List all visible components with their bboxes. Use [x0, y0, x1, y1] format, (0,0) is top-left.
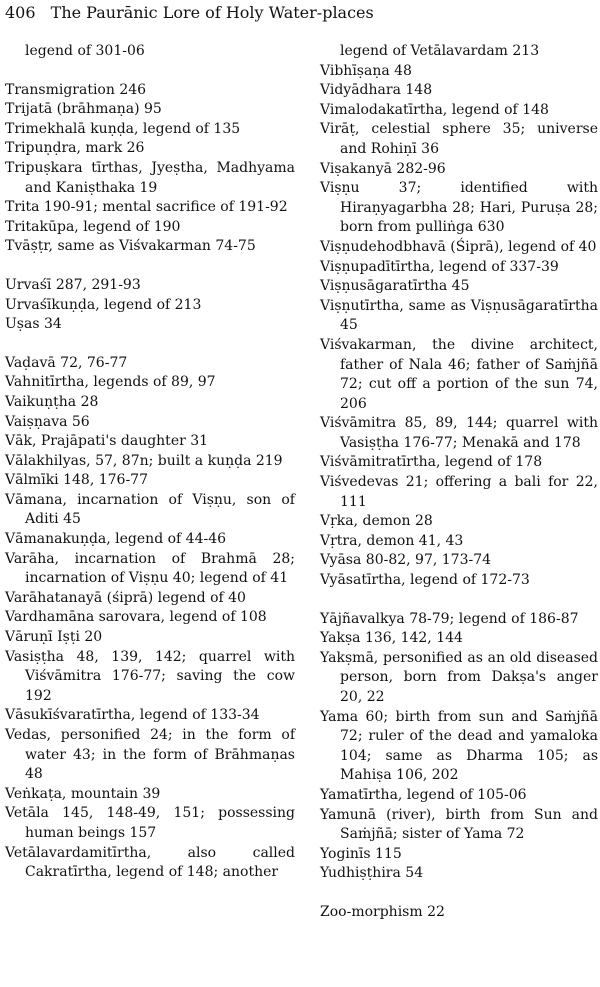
index-entry: Tripuṇḍra, mark 26: [5, 140, 145, 157]
index-entry: Vaiṣṇava 56: [5, 413, 90, 430]
index-entry: Varāha, incarnation of Brahmā 28; incarnation of Viṣṇu 40; legend of 41: [5, 550, 295, 587]
index-entry: Yoginīs 115: [320, 845, 402, 862]
index-entry: Vṛtra, demon 41, 43: [320, 532, 464, 549]
index-entry: Vaikuṇṭha 28: [5, 393, 99, 410]
index-entry: Zoo-morphism 22: [320, 903, 445, 920]
index-entry: Vetālavardamitīrtha, also called Cakratīrtha, legend of 148; another: [5, 844, 295, 881]
index-entry: Urvaśīkuṇḍa, legend of 213: [5, 296, 202, 313]
index-entry: Virāṭ, celestial sphere 35; universe and Rohiṇī 36: [320, 121, 598, 157]
index-entry-continuation: legend of 301-06: [25, 43, 145, 59]
index-entry: Viṣṇusāgaratīrtha 45: [320, 278, 470, 295]
index-entry: Transmigration 246: [5, 81, 147, 98]
index-entry: Yakṣmā, personified as an old diseased person, born from Dakṣa's anger 20, 22: [320, 649, 598, 705]
running-title: The Paurānic Lore of Holy Water-places: [50, 3, 374, 22]
index-entry: Vedas, personified 24; in the form of water 43; in the form of Brāhmaṇas 48: [5, 727, 295, 783]
index-entry: Trimekhalā kuṇḍa, legend of 135: [5, 120, 241, 137]
index-entry: Vaḍavā 72, 76-77: [5, 354, 128, 371]
index-entry: Yakṣa 136, 142, 144: [320, 630, 463, 647]
index-entry: Yamunā (river), birth from Sun and Saṁjñā; sister of Yama 72: [320, 806, 598, 843]
index-entry: Vāmana, incarnation of Viṣṇu, son of Aditi 45: [5, 491, 295, 528]
index-entry: Viṣṇutīrtha, same as Viṣṇusāgaratīrtha 45: [320, 297, 598, 334]
index-entry: Uṣas 34: [5, 316, 62, 333]
index-entry: Vṛka, demon 28: [320, 513, 433, 530]
index-entry: Vyāsatīrtha, legend of 172-73: [320, 572, 530, 589]
index-entry-continuation: legend of Vetālavardam 213: [340, 43, 540, 59]
index-entry: Viśvakarman, the divine architect, father of Nala 46; father of Saṁjñā 72; cut off a portion of the sun 74, 206: [320, 336, 598, 412]
index-entry: Vetāla 145, 148-49, 151; possessing human beings 157: [5, 805, 295, 841]
index-entry: Viṣṇudehodbhavā (Śiprā), legend of 40: [320, 238, 597, 255]
index-entry: Vāk, Prajāpati's daughter 31: [5, 433, 209, 450]
index-entry: Viśvāmitra 85, 89, 144; quarrel with Vasiṣṭha 176-77; Menakā and 178: [320, 415, 598, 451]
index-entry: Tripuṣkara tīrthas, Jyeṣtha, Madhyama and Kaniṣthaka 19: [5, 159, 295, 196]
index-entry: Veṅkaṭa, mountain 39: [5, 785, 161, 802]
index-entry: Vāsukīśvaratīrtha, legend of 133-34: [5, 707, 260, 724]
index-entry: Yājñavalkya 78-79; legend of 186-87: [320, 610, 579, 627]
index-column-right: [320, 42, 598, 923]
index-entry: Tvāṣṭr, same as Viśvakarman 74-75: [5, 238, 256, 255]
index-entry: Viṣakanyā 282-96: [320, 160, 446, 177]
index-entry: Trita 190-91; mental sacrifice of 191-92: [5, 199, 288, 216]
index-entry: Yamatīrtha, legend of 105-06: [320, 786, 527, 803]
page-header: [5, 2, 595, 26]
index-entry: Vālakhilyas, 57, 87n; built a kuṇḍa 219: [5, 452, 283, 469]
index-entry: Yama 60; birth from sun and Saṁjñā 72; ruler of the dead and yamaloka 104; same as Dharma 105; as Mahiṣa 106, 202: [320, 708, 598, 784]
index-entry: Viṣṇupadītīrtha, legend of 337-39: [320, 258, 559, 275]
index-entry: Viśvāmitratīrtha, legend of 178: [320, 454, 543, 471]
index-entry: Yudhiṣṭhira 54: [320, 865, 424, 882]
index-entry: Vyāsa 80-82, 97, 173-74: [320, 552, 492, 569]
index-entry: Vibhīṣaṇa 48: [320, 62, 412, 79]
page-number: 406: [5, 3, 36, 22]
index-entry: Vāmanakuṇḍa, legend of 44-46: [5, 531, 227, 548]
index-entry: Urvaśī 287, 291-93: [5, 276, 141, 293]
index-entry: Vimalodakatīrtha, legend of 148: [320, 101, 549, 118]
index-entry: Vardhamāna sarovara, legend of 108: [5, 609, 267, 626]
index-entry: Vāruṇī Iṣṭi 20: [5, 629, 103, 646]
index-entry: Vidyādhara 148: [320, 82, 433, 99]
index-column-left: [5, 42, 295, 883]
index-entry: Trijatā (brāhmaṇa) 95: [5, 101, 162, 118]
index-entry: Varāhatanayā (śiprā) legend of 40: [5, 589, 246, 606]
index-entry: Vālmīki 148, 176-77: [5, 472, 148, 489]
index-entry: Vasiṣṭha 48, 139, 142; quarrel with Viśvāmitra 176-77; saving the cow 192: [5, 648, 295, 704]
index-entry: Viṣṇu 37; identified with Hiraṇyagarbha 28; Hari, Puruṣa 28; born from pulliṅga 630: [320, 180, 598, 236]
index-entry: Viśvedevas 21; offering a bali for 22, 111: [320, 474, 598, 510]
index-entry: Vahnitīrtha, legends of 89, 97: [5, 374, 216, 391]
index-entry: Tritakūpa, legend of 190: [5, 218, 181, 235]
